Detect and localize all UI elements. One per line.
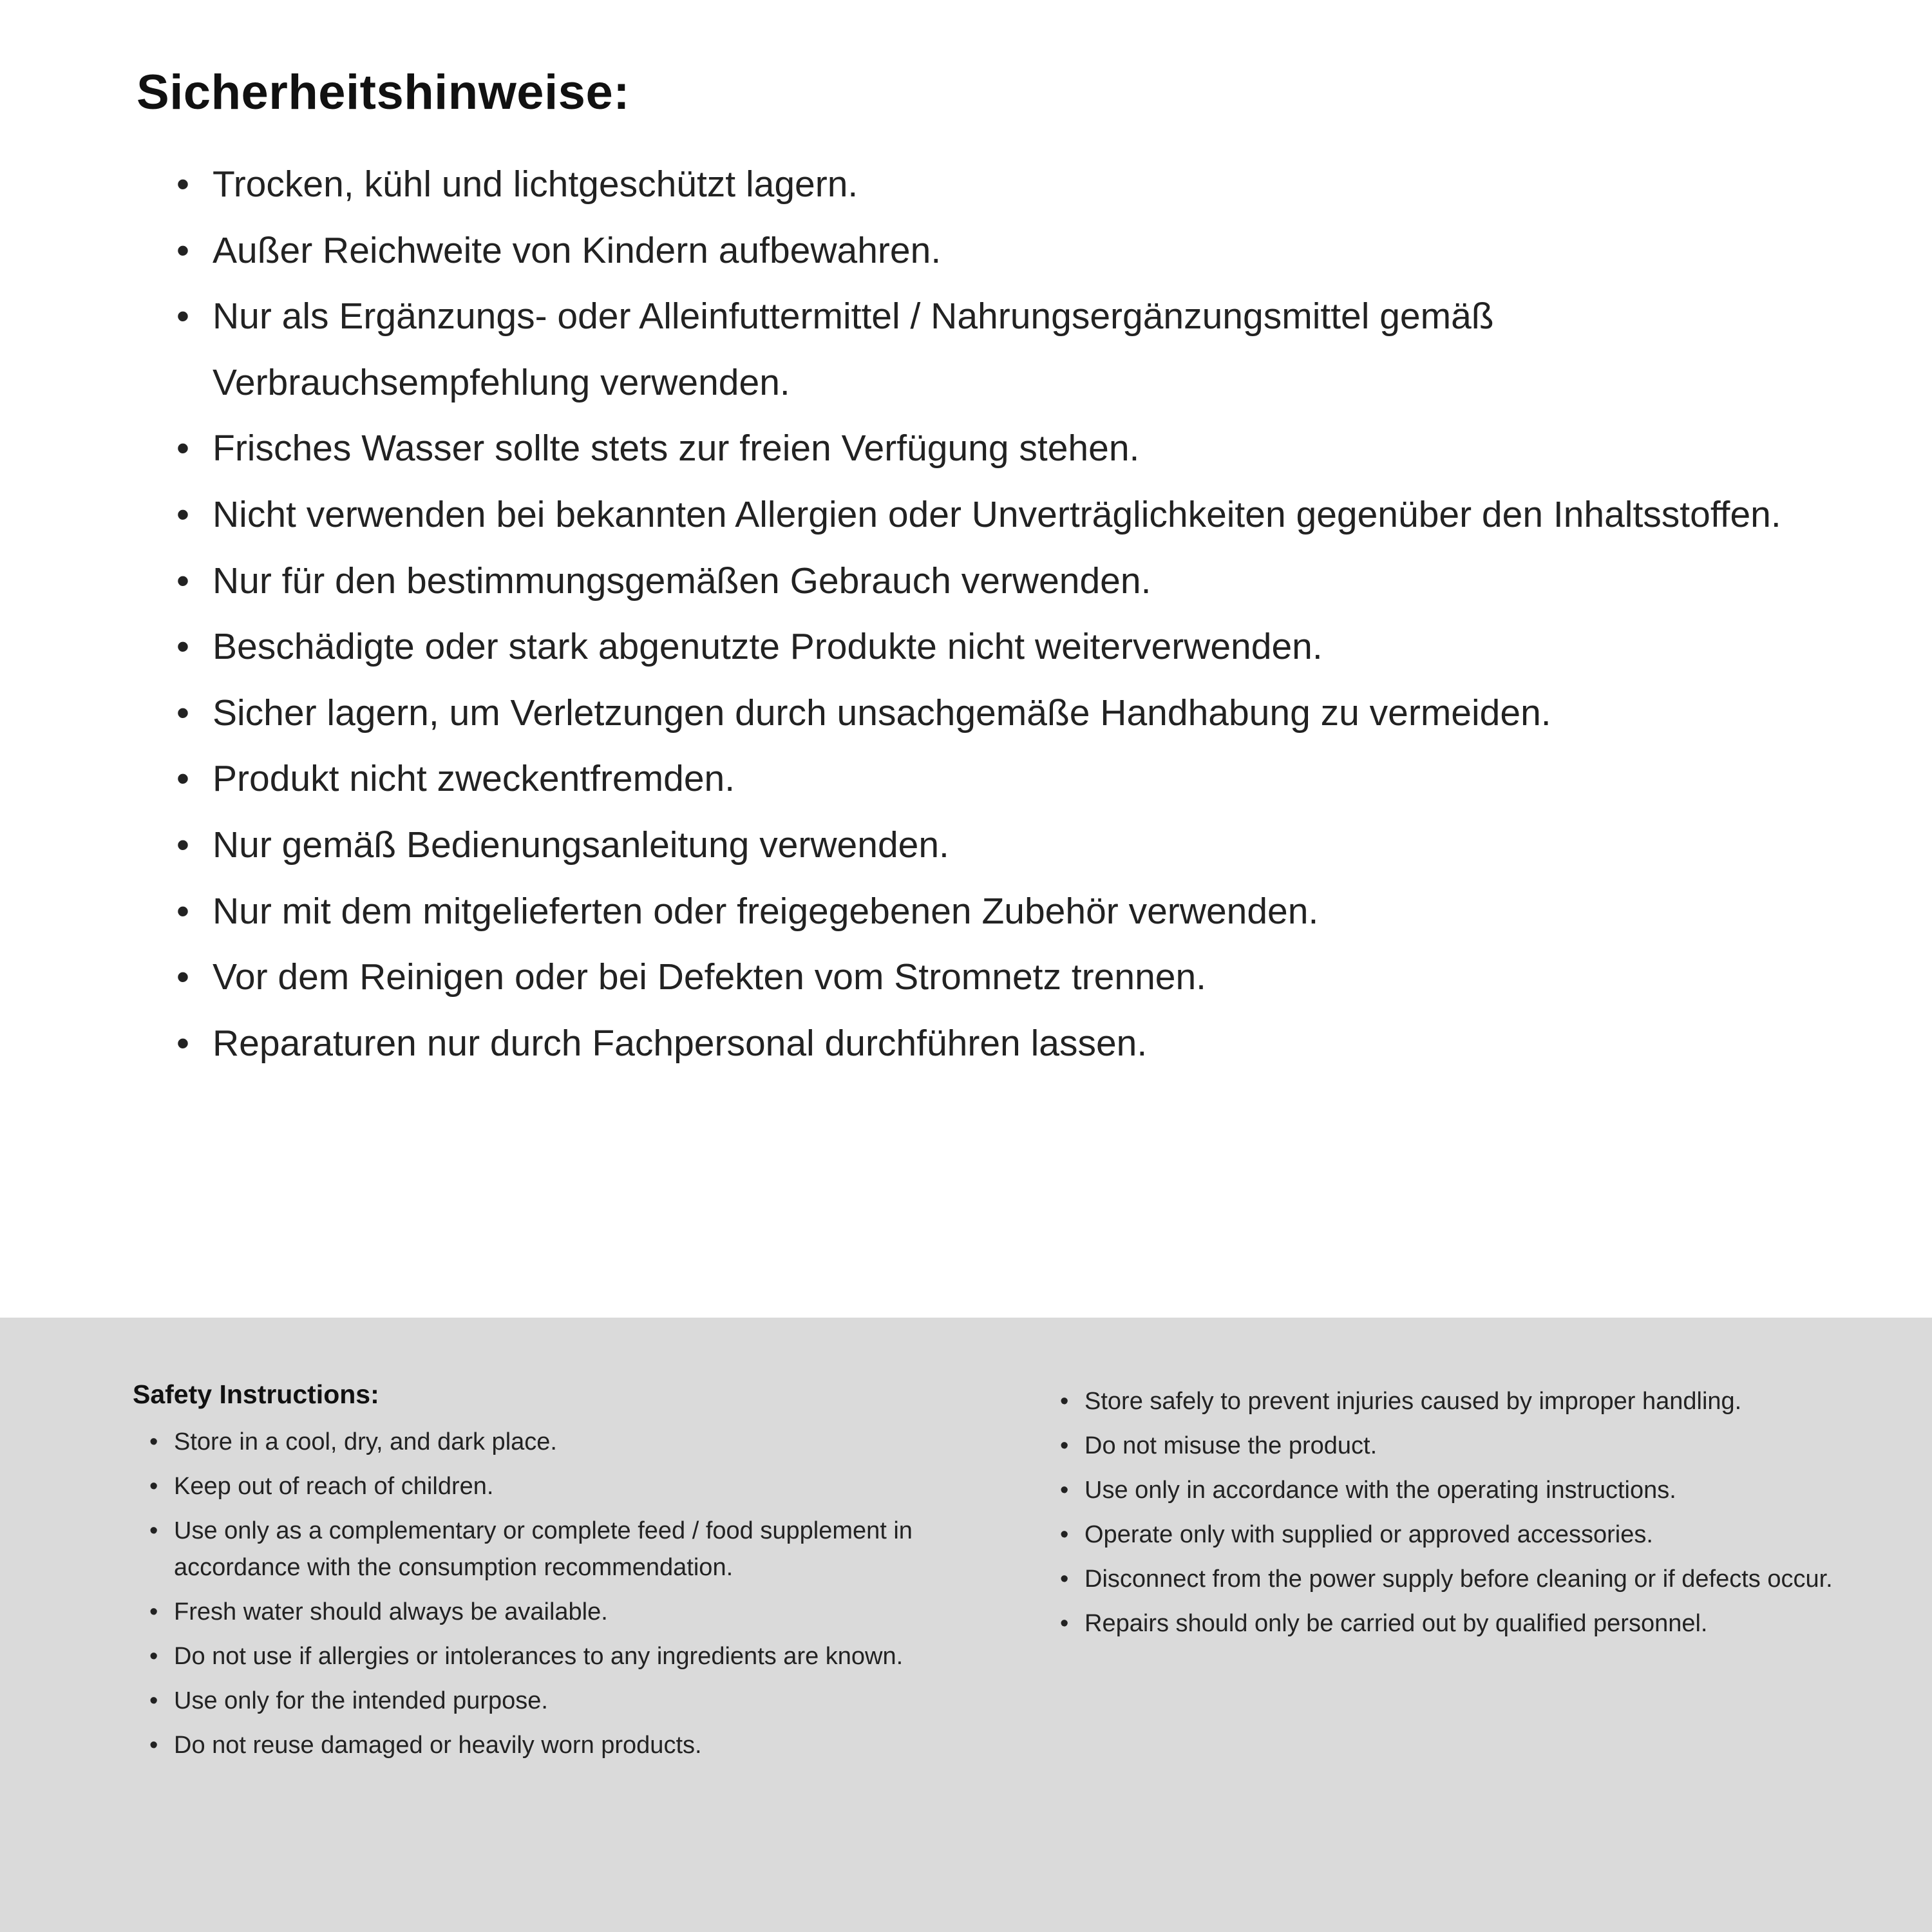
english-safety-section xyxy=(0,1318,1932,1932)
list-item: • Do not misuse the product. xyxy=(1060,1428,1878,1464)
list-item: • Außer Reichweite von Kindern aufbewahren. xyxy=(176,218,1785,284)
german-section-title: Sicherheitshinweise: xyxy=(137,65,630,120)
list-item: • Sicher lagern, um Verletzungen durch unsachgemäße Handhabung zu vermeiden. xyxy=(176,680,1785,746)
list-item: • Use only for the intended purpose. xyxy=(149,1683,989,1719)
list-item: • Reparaturen nur durch Fachpersonal durchführen lassen. xyxy=(176,1010,1785,1077)
list-item: • Fresh water should always be available. xyxy=(149,1594,989,1631)
list-item: • Nur für den bestimmungsgemäßen Gebrauch verwenden. xyxy=(176,548,1785,614)
list-item: • Do not reuse damaged or heavily worn products. xyxy=(149,1727,989,1764)
list-item: • Nur als Ergänzungs- oder Alleinfuttermittel / Nahrungsergänzungsmittel gemäß Verbrauchsempfehlung verwenden. xyxy=(176,283,1785,415)
list-item: • Use only as a complementary or complete feed / food supplement in accordance with the consumption recommendation. xyxy=(149,1513,989,1586)
english-bullet-list-left xyxy=(133,1424,989,1764)
list-item: • Vor dem Reinigen oder bei Defekten vom Stromnetz trennen. xyxy=(176,944,1785,1010)
list-item: • Disconnect from the power supply before cleaning or if defects occur. xyxy=(1060,1561,1878,1598)
list-item: • Nur mit dem mitgelieferten oder freigegebenen Zubehör verwenden. xyxy=(176,878,1785,945)
english-left-column xyxy=(133,1379,989,1772)
english-bullet-list-right xyxy=(1060,1383,1878,1642)
list-item: • Store in a cool, dry, and dark place. xyxy=(149,1424,989,1461)
english-right-column xyxy=(1060,1379,1878,1650)
list-item: • Repairs should only be carried out by qualified personnel. xyxy=(1060,1605,1878,1642)
list-item: • Operate only with supplied or approved accessories. xyxy=(1060,1517,1878,1553)
list-item: • Do not use if allergies or intolerances to any ingredients are known. xyxy=(149,1638,989,1675)
list-item: • Nicht verwenden bei bekannten Allergien oder Unverträglichkeiten gegenüber den Inhaltsstoffen. xyxy=(176,482,1785,548)
german-bullet-list xyxy=(137,151,1785,1076)
list-item: • Use only in accordance with the operating instructions. xyxy=(1060,1472,1878,1509)
english-section-title: Safety Instructions: xyxy=(133,1379,379,1409)
list-item: • Store safely to prevent injuries caused by improper handling. xyxy=(1060,1383,1878,1420)
list-item: • Trocken, kühl und lichtgeschützt lagern. xyxy=(176,151,1785,218)
list-item: • Beschädigte oder stark abgenutzte Produkte nicht weiterverwenden. xyxy=(176,614,1785,680)
list-item: • Nur gemäß Bedienungsanleitung verwenden. xyxy=(176,812,1785,878)
list-item: • Frisches Wasser sollte stets zur freien Verfügung stehen. xyxy=(176,415,1785,482)
list-item: • Keep out of reach of children. xyxy=(149,1468,989,1505)
list-item: • Produkt nicht zweckentfremden. xyxy=(176,746,1785,812)
